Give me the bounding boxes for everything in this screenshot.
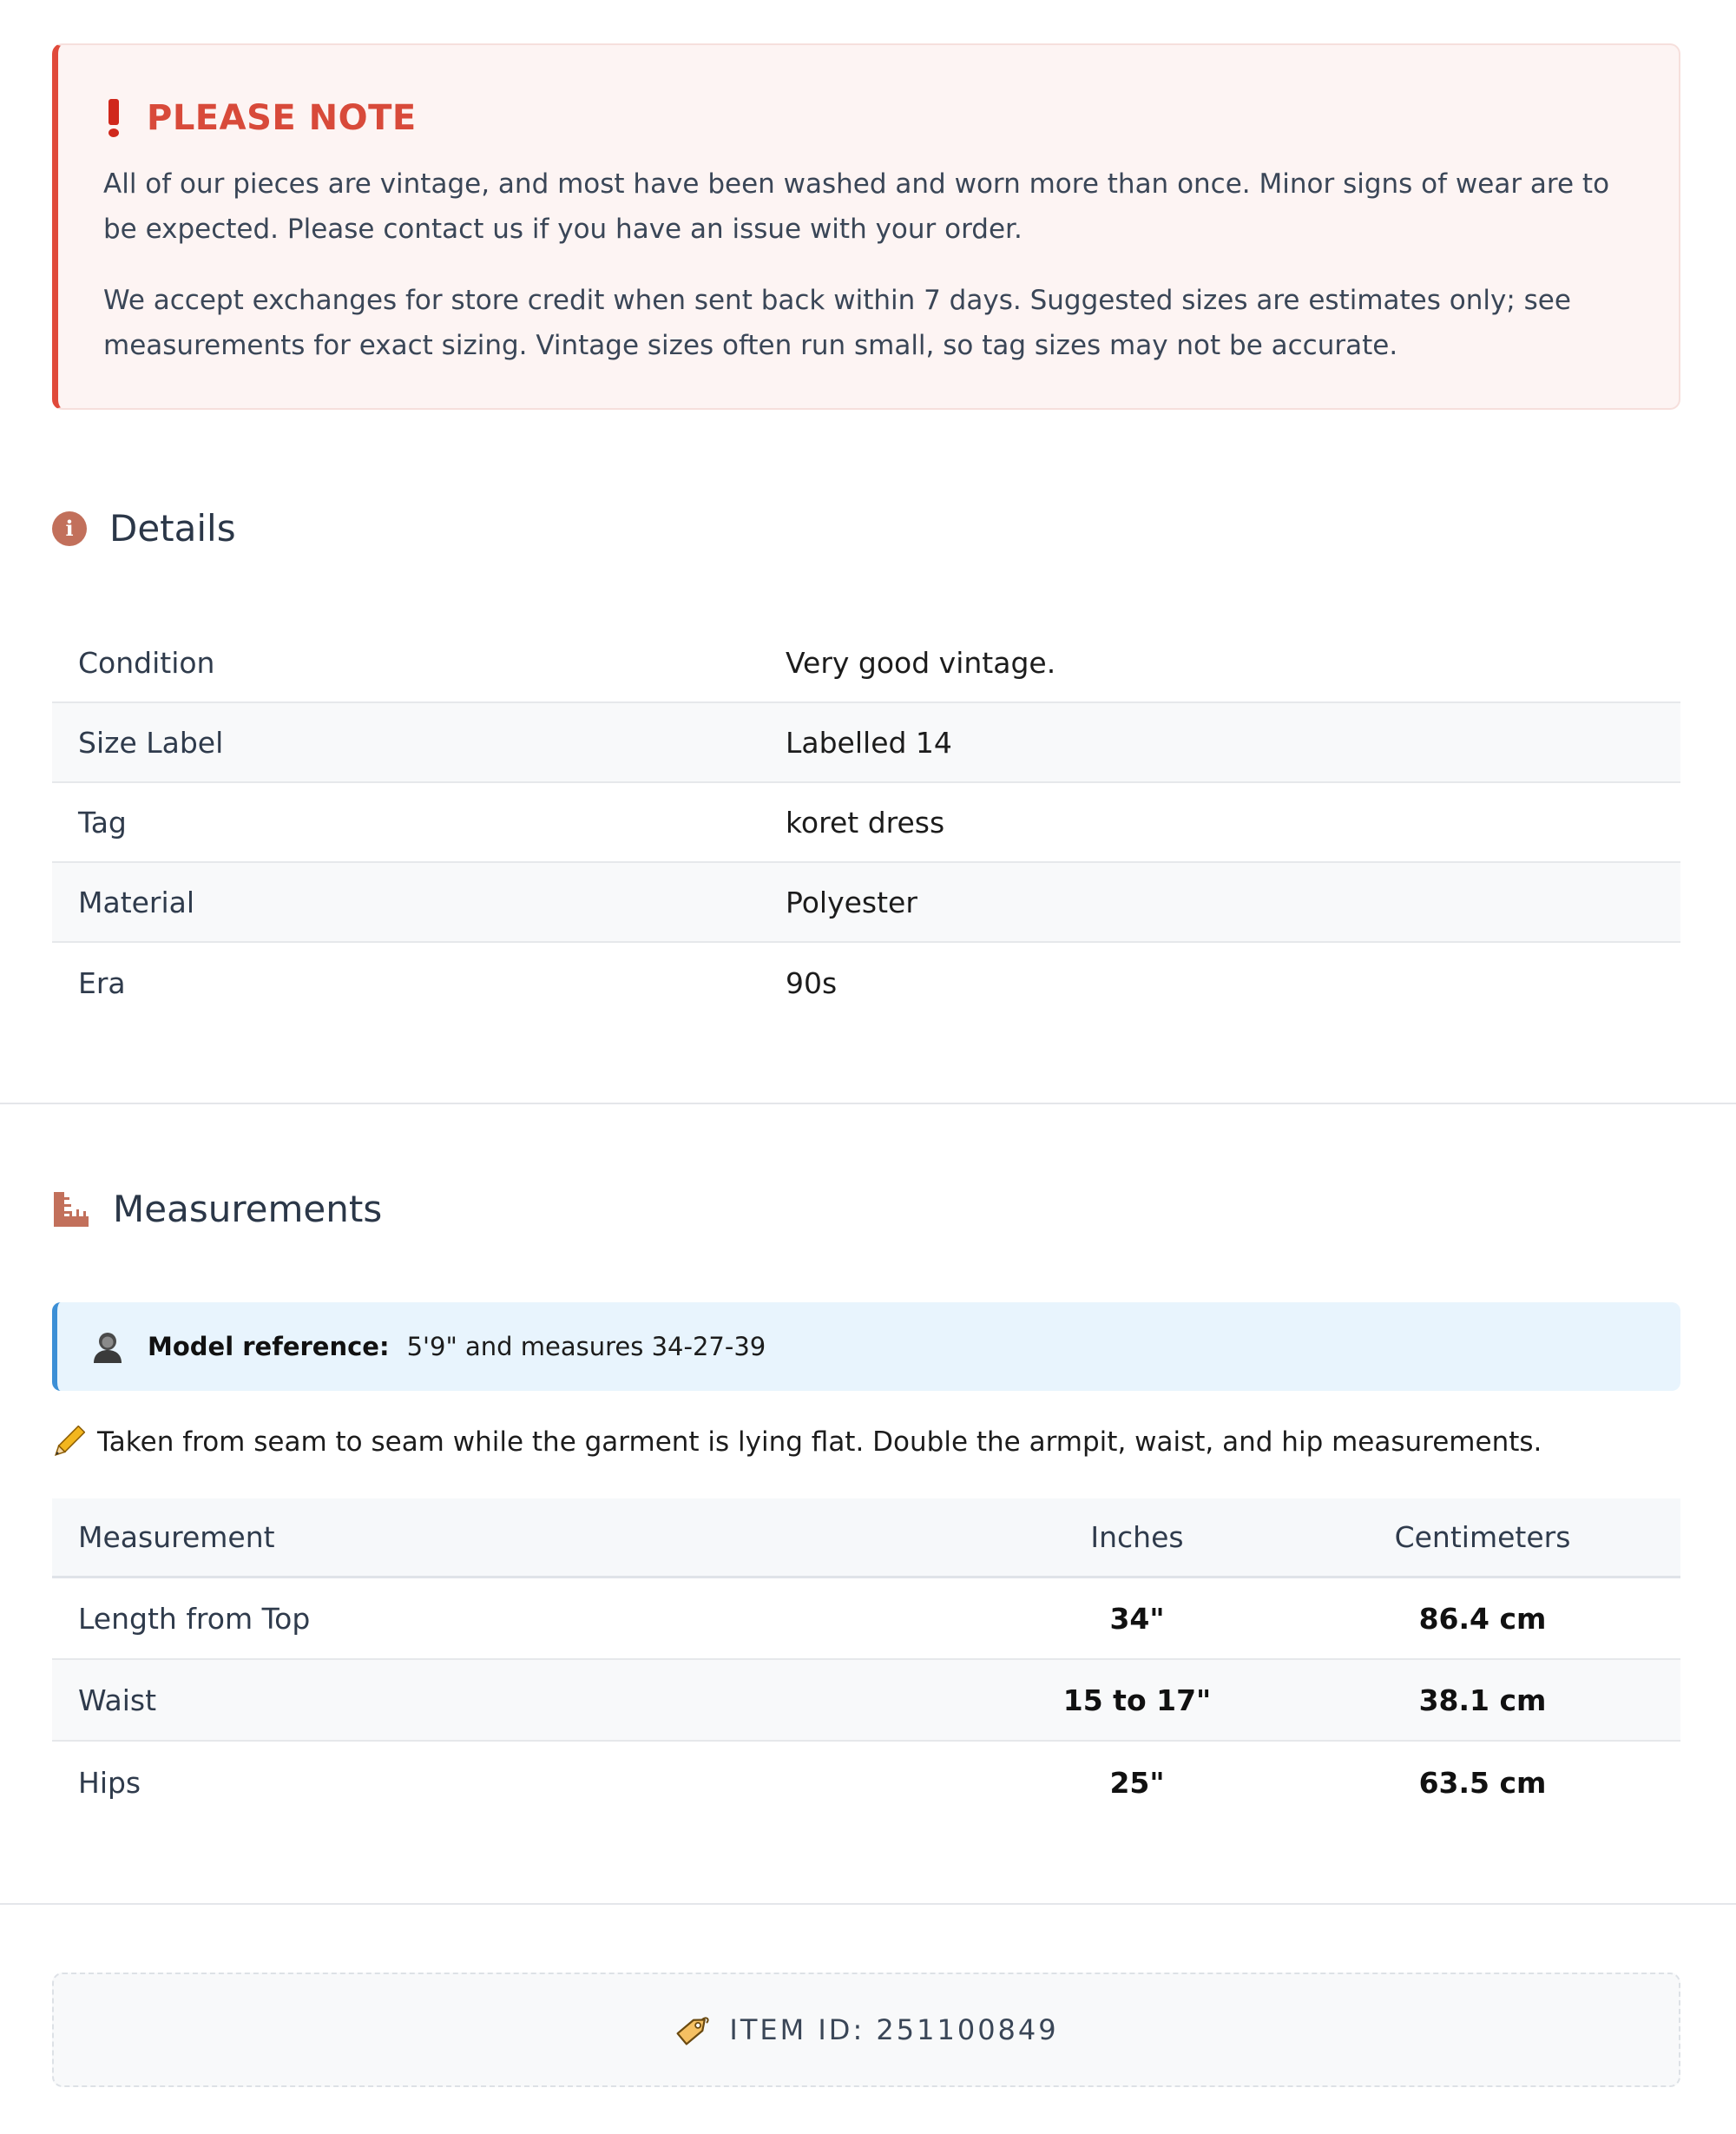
person-icon [90,1329,125,1364]
note-title: PLEASE NOTE [147,98,417,138]
details-table [52,623,1680,1023]
section-divider [0,1103,1736,1104]
table-row [52,623,1680,703]
measurement-inches: 25" [1109,1765,1165,1800]
detail-value: Very good vintage. [786,645,1056,680]
measurement-tip [52,1426,1542,1459]
detail-value: Polyester [786,885,917,919]
exclamation-icon [103,99,124,137]
model-reference-value: 5'9" and measures 34-27-39 [406,1332,766,1361]
table-header [52,1498,1680,1578]
note-paragraph-1: All of our pieces are vintage, and most have been washed and worn more than once. Minor signs of wear are to be expected. Please contact us if you have an issue with your order. [103,168,1610,245]
column-header: Measurement [78,1520,275,1554]
ruler-icon [52,1190,90,1228]
note-paragraph-2: We accept exchanges for store credit when sent back within 7 days. Suggested sizes are estimates only; see measurements for exact sizing. Vintage sizes often run small, so tag sizes may not be accurate. [103,285,1571,361]
measurements-heading [52,1188,382,1230]
measurement-name: Hips [78,1765,141,1800]
model-reference-label: Model reference: [148,1332,390,1361]
info-icon: i [52,511,87,546]
measurement-name: Waist [78,1683,157,1717]
measurement-inches: 15 to 17" [1062,1683,1212,1717]
model-reference [52,1302,1680,1391]
item-id-box [52,1973,1680,2087]
tip-text: Taken from seam to seam while the garment is lying flat. Double the armpit, waist, and hip measurements. [97,1426,1542,1458]
column-header: Inches [1090,1520,1184,1554]
detail-label: Era [78,965,126,1000]
tag-icon [674,2011,712,2049]
detail-label: Material [78,885,195,919]
please-note-box [52,43,1680,410]
table-row [52,1660,1680,1742]
measurement-cm: 63.5 cm [1418,1765,1547,1800]
detail-value: Labelled 14 [786,725,952,760]
details-heading [52,507,236,550]
measurements-title: Measurements [113,1188,383,1230]
detail-value: koret dress [786,805,945,840]
table-row [52,703,1680,783]
measurement-name: Length from Top [78,1601,311,1636]
detail-label: Size Label [78,725,224,760]
section-divider [0,1903,1736,1905]
details-title: Details [109,507,236,550]
note-header [103,94,1630,142]
table-row [52,863,1680,943]
measurement-cm: 38.1 cm [1418,1683,1547,1717]
measurement-inches: 34" [1109,1601,1165,1636]
column-header: Centimeters [1394,1520,1571,1554]
detail-value: 90s [786,965,838,1000]
measurements-table [52,1498,1680,1823]
table-row [52,783,1680,863]
measurement-cm: 86.4 cm [1418,1601,1547,1636]
pencil-icon [52,1426,85,1459]
table-row [52,1742,1680,1823]
table-row [52,1578,1680,1660]
detail-label: Tag [78,805,127,840]
item-id-text: ITEM ID: 251100849 [729,2013,1059,2046]
detail-label: Condition [78,645,215,680]
table-row [52,943,1680,1023]
